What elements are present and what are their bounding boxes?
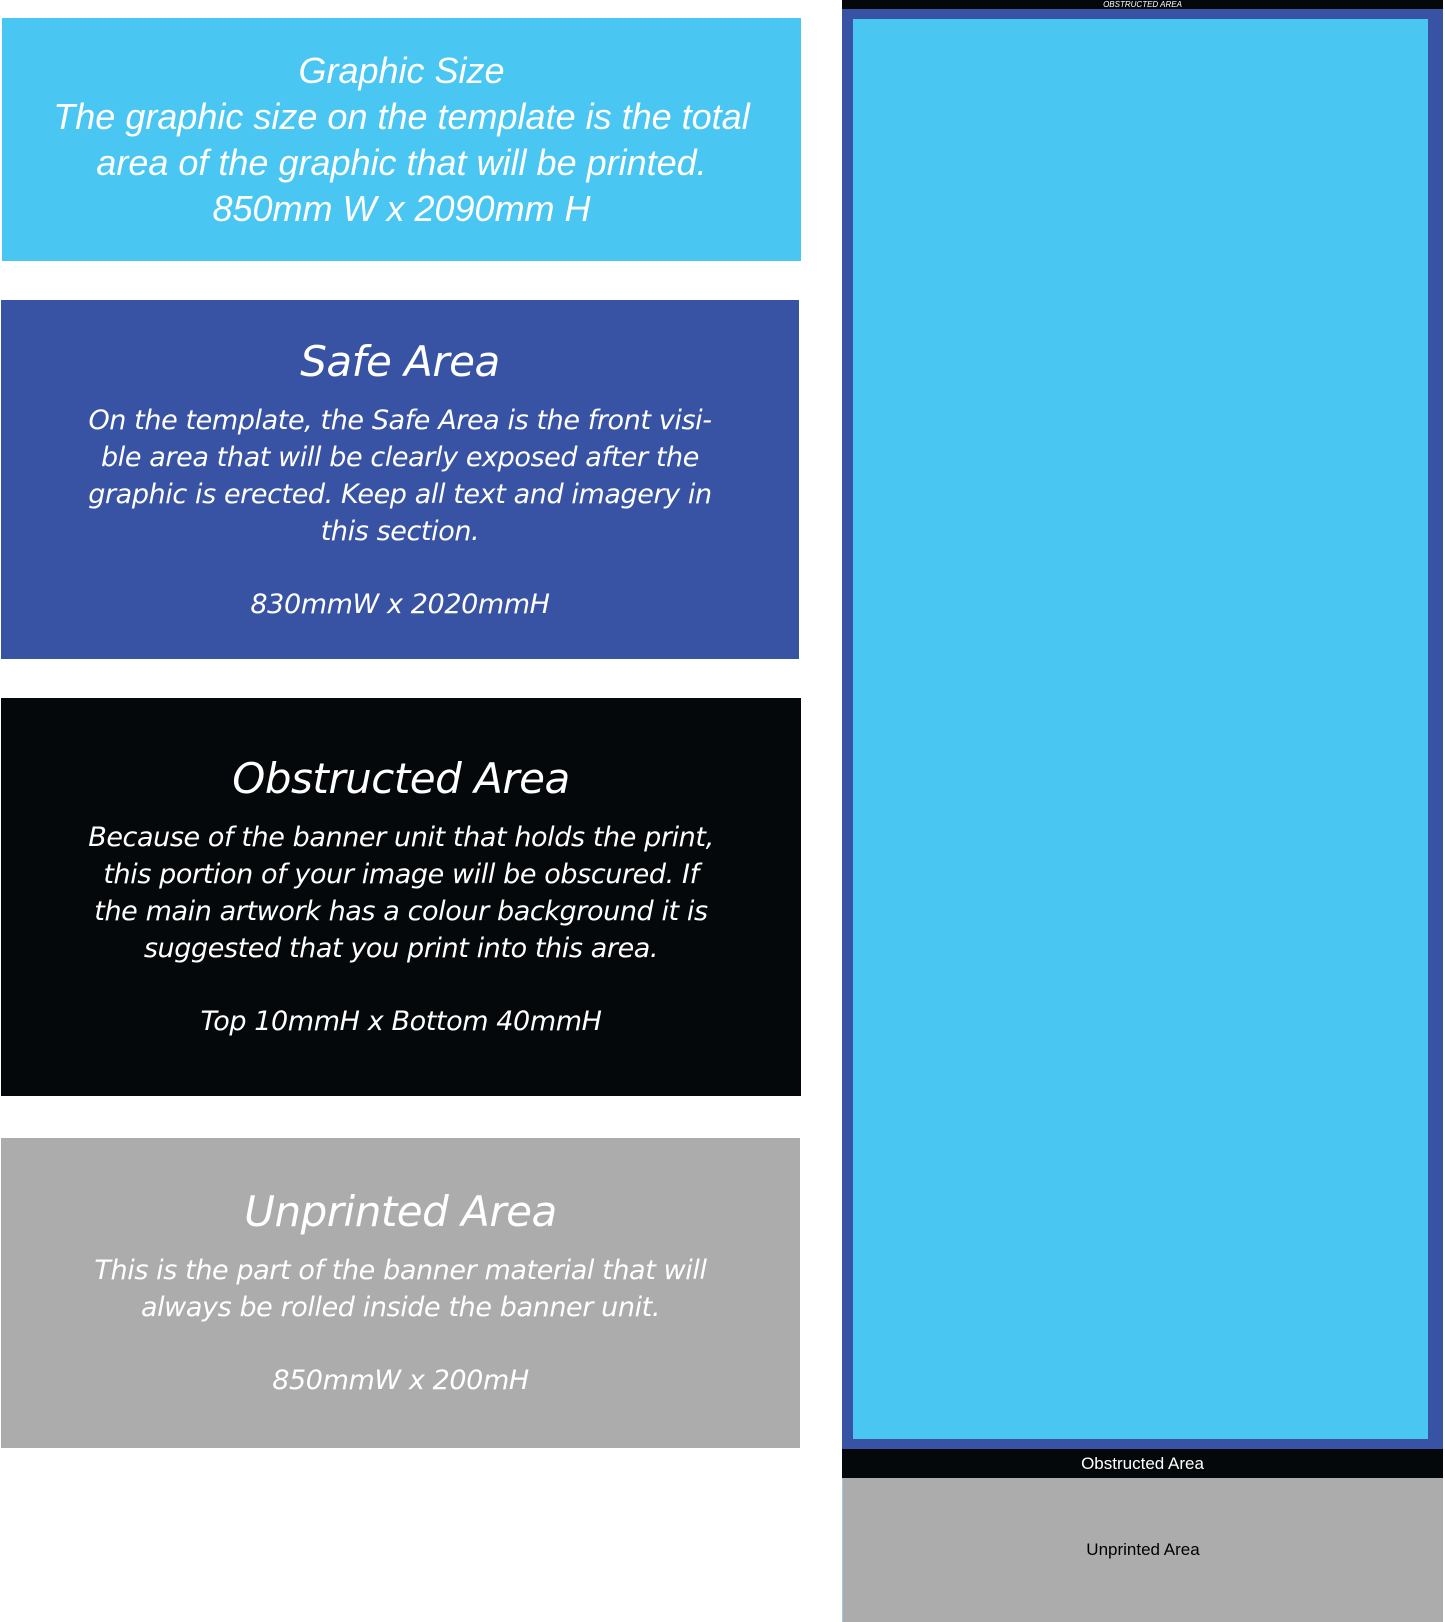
obstructed-area-legend <box>1 698 801 1096</box>
safe-area-frame <box>842 9 1443 1449</box>
unprinted-band-label: Unprinted Area <box>1086 1540 1200 1559</box>
top-obstructed-strip: OBSTRUCTED AREA <box>842 0 1443 9</box>
safe-area-description-line-2: ble area that will be clearly exposed after the <box>101 441 699 473</box>
graphic-size-description-line-1: The graphic size on the template is the total <box>53 95 750 137</box>
bottom-obstructed-band: Obstructed Area <box>842 1449 1443 1478</box>
safe-area-description-line-3: graphic is erected. Keep all text and imagery in <box>88 478 712 510</box>
unprinted-band <box>842 1478 1443 1622</box>
obstructed-area-title: Obstructed Area <box>232 754 570 803</box>
graphic-area <box>853 19 1428 1439</box>
safe-area-description-line-4: this section. <box>320 515 480 547</box>
unprinted-area-dimensions: 850mmW x 200mH <box>272 1365 529 1396</box>
graphic-size-title: Graphic Size <box>298 49 505 91</box>
obstructed-area-description-line-3: the main artwork has a colour background it is <box>94 896 708 927</box>
unprinted-area-description-line-2: always be rolled inside the banner unit. <box>140 1292 661 1323</box>
unprinted-area-title: Unprinted Area <box>244 1187 557 1236</box>
safe-area-description-line-1: On the template, the Safe Area is the front visi- <box>88 404 712 436</box>
unprinted-area-legend <box>1 1138 800 1448</box>
unprinted-area-description-line-1: This is the part of the banner material that will <box>94 1255 707 1286</box>
banner-template-diagram <box>842 0 1443 1622</box>
obstructed-area-description-line-2: this portion of your image will be obscured. If <box>103 859 699 890</box>
safe-area-title: Safe Area <box>300 336 500 386</box>
safe-area-legend <box>1 300 799 659</box>
obstructed-area-description-line-4: suggested that you print into this area. <box>143 933 659 964</box>
graphic-size-legend <box>2 18 801 261</box>
obstructed-area-dimensions: Top 10mmH x Bottom 40mmH <box>200 1006 602 1037</box>
graphic-size-description-line-2: area of the graphic that will be printed. <box>96 141 707 183</box>
graphic-size-dimensions: 850mm W x 2090mm H <box>212 187 591 229</box>
safe-area-dimensions: 830mmW x 2020mmH <box>250 588 550 620</box>
obstructed-area-description-line-1: Because of the banner unit that holds the print, <box>88 822 714 853</box>
